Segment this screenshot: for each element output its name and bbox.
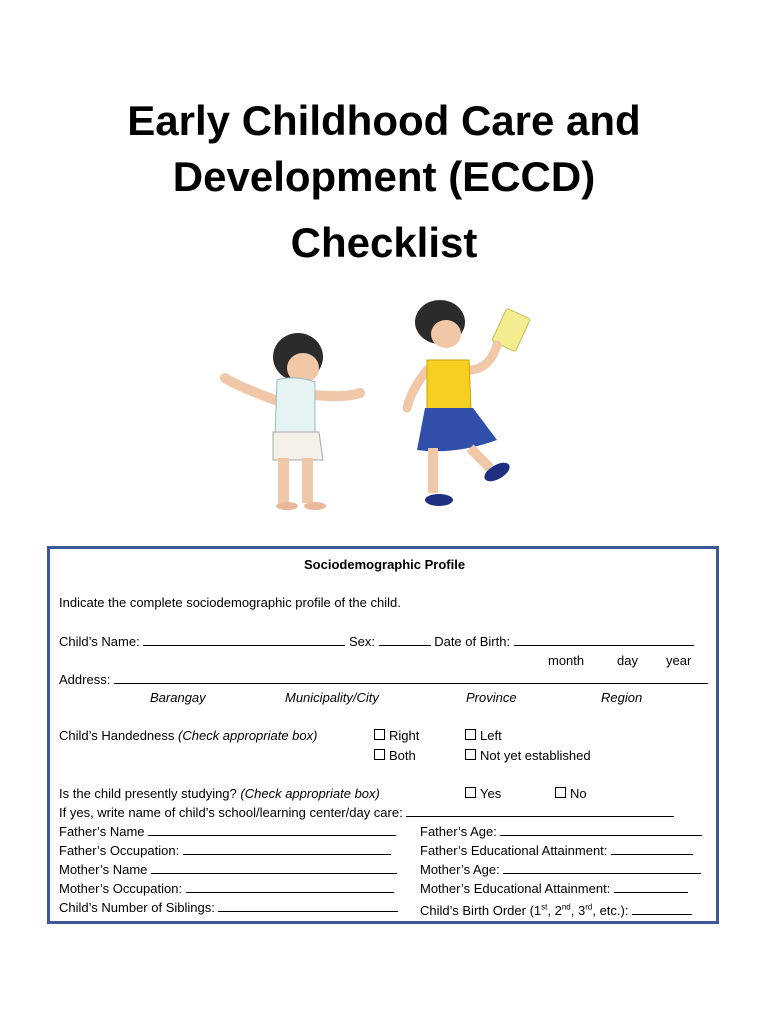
month-label: month (548, 653, 585, 668)
title-line-1: Early Childhood Care and (127, 97, 641, 144)
school-label: If yes, write name of child’s school/learning center/day care: (59, 805, 403, 820)
studying-yes-option[interactable] (465, 786, 501, 802)
studying-check-note: (Check appropriate box) (240, 786, 380, 801)
province-label: Province (466, 690, 517, 705)
mothers-name-row (59, 862, 397, 878)
handedness-label: Child’s Handedness (59, 728, 175, 743)
mothers-education-field[interactable] (614, 881, 688, 893)
sociodemographic-profile-box (47, 546, 719, 924)
studying-label: Is the child presently studying? (59, 786, 237, 801)
birth-order-label: Child’s Birth Order (1st, 2nd, 3rd, etc.): (420, 903, 629, 919)
mothers-name-label: Mother’s Name (59, 862, 148, 877)
region-label: Region (601, 690, 643, 705)
both-checkbox[interactable] (374, 749, 385, 760)
yes-label: Yes (480, 786, 502, 801)
mothers-education-label: Mother’s Educational Attainment: (420, 881, 611, 896)
studying-row (59, 786, 380, 802)
mothers-age-label: Mother’s Age: (420, 862, 500, 877)
barangay-label: Barangay (150, 690, 206, 705)
mothers-name-field[interactable] (151, 862, 397, 874)
fathers-education-label: Father’s Educational Attainment: (420, 843, 608, 858)
fathers-age-label: Father’s Age: (420, 824, 497, 839)
profile-instruction: Indicate the complete sociodemographic profile of the child. (59, 595, 401, 610)
profile-heading: Sociodemographic Profile (304, 557, 466, 572)
dob-label: Date of Birth: (434, 634, 511, 649)
handedness-not-yet-option[interactable] (465, 748, 591, 764)
yes-checkbox[interactable] (465, 787, 476, 798)
no-label: No (570, 786, 587, 801)
childs-name-label: Child’s Name: (59, 634, 140, 649)
left-checkbox[interactable] (465, 729, 476, 740)
school-row (59, 805, 674, 821)
sex-label: Sex: (348, 634, 375, 649)
not-yet-label: Not yet established (480, 748, 591, 763)
mothers-age-field[interactable] (503, 862, 701, 874)
children-illustration (215, 300, 545, 515)
no-checkbox[interactable] (555, 787, 566, 798)
title-line-2: Development (ECCD) (172, 153, 596, 200)
mothers-occupation-row (59, 881, 394, 897)
both-label: Both (389, 748, 416, 763)
handedness-both-option[interactable] (374, 748, 416, 764)
mothers-occupation-label: Mother’s Occupation: (59, 881, 183, 896)
siblings-row (59, 900, 398, 916)
year-label: year (666, 653, 692, 668)
fathers-age-row (420, 824, 702, 840)
fathers-education-field[interactable] (611, 843, 693, 855)
title-line-3: Checklist (290, 219, 478, 266)
not-yet-checkbox[interactable] (465, 749, 476, 760)
fathers-education-row (420, 843, 693, 859)
municipality-label: Municipality/City (285, 690, 379, 705)
studying-no-option[interactable] (555, 786, 587, 802)
address-row (59, 672, 708, 688)
handedness-right-option[interactable] (374, 728, 419, 744)
fathers-name-field[interactable] (148, 824, 396, 836)
school-field[interactable] (406, 805, 674, 817)
fathers-age-field[interactable] (500, 824, 702, 836)
dob-field[interactable] (514, 634, 694, 646)
birth-order-row (420, 900, 692, 919)
childs-name-row (59, 634, 694, 650)
right-label: Right (389, 728, 420, 743)
day-label: day (617, 653, 638, 668)
handedness-row (59, 728, 317, 744)
siblings-label: Child’s Number of Siblings: (59, 900, 215, 915)
handedness-check-note: (Check appropriate box) (178, 728, 318, 743)
fathers-name-row (59, 824, 396, 840)
address-field[interactable] (114, 672, 708, 684)
boy-figure (225, 333, 360, 510)
girl-figure (407, 300, 530, 506)
birth-order-field[interactable] (632, 903, 692, 915)
fathers-occupation-field[interactable] (183, 843, 391, 855)
fathers-name-label: Father’s Name (59, 824, 145, 839)
sex-field[interactable] (379, 634, 431, 646)
mothers-occupation-field[interactable] (186, 881, 394, 893)
handedness-left-option[interactable] (465, 728, 502, 744)
fathers-occupation-label: Father’s Occupation: (59, 843, 180, 858)
left-label: Left (480, 728, 502, 743)
fathers-occupation-row (59, 843, 391, 859)
mothers-age-row (420, 862, 701, 878)
childs-name-field[interactable] (143, 634, 345, 646)
address-label: Address: (59, 672, 111, 687)
mothers-education-row (420, 881, 688, 897)
right-checkbox[interactable] (374, 729, 385, 740)
siblings-field[interactable] (218, 900, 398, 912)
